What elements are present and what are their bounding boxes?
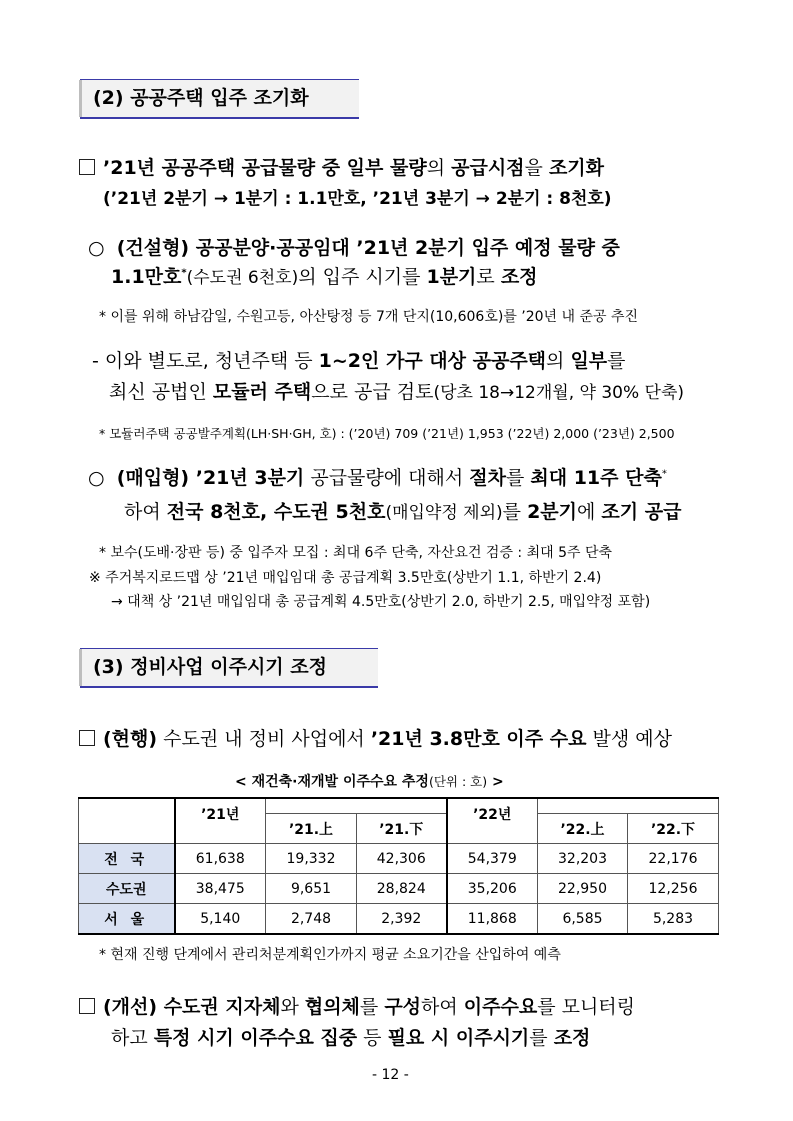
table-cell: 19,332 bbox=[266, 844, 357, 874]
row-label: 수도권 bbox=[79, 874, 175, 904]
table-cell: 11,868 bbox=[447, 904, 538, 935]
table-cell: 61,638 bbox=[175, 844, 266, 874]
table-cell: 6,585 bbox=[538, 904, 628, 935]
table-header-cell: ’22.上 bbox=[538, 814, 628, 844]
table-cell: 22,176 bbox=[628, 844, 719, 874]
footnote: * 모듈러주택 공공발주계획(LH·SH·GH, 호) : (’20년) 709 (’21년) 1,953 (’22년) 2,000 (’23년) 2,500 bbox=[99, 426, 675, 441]
section-header-2 bbox=[80, 79, 359, 119]
table-cell: 2,392 bbox=[357, 904, 447, 935]
table-cell: 28,824 bbox=[357, 874, 447, 904]
table-cell: 2,748 bbox=[266, 904, 357, 935]
table-header-cell: ’21.上 bbox=[266, 814, 357, 844]
row-label: 서 울 bbox=[79, 904, 175, 935]
footnote: * 현재 진행 단계에서 관리처분계획인가까지 평균 소요기간을 산입하여 예측 bbox=[99, 947, 561, 963]
circle-bullet-icon: ○ bbox=[88, 467, 105, 489]
page-number: - 12 - bbox=[372, 1067, 409, 1083]
checkbox-square-icon bbox=[79, 998, 95, 1014]
circle-item: ○ (매입형) ’21년 3분기 공급물량에 대해서 절차를 최대 11주 단축* bbox=[88, 467, 667, 489]
circle-item-line2: 하여 전국 8천호, 수도권 5천호(매입약정 제외)를 2분기에 조기 공급 bbox=[124, 501, 682, 523]
footnote: * 이를 위해 하남감일, 수원고등, 아산탕정 등 7개 단지(10,606호)를 ’20년 내 준공 추진 bbox=[99, 309, 639, 325]
circle-item: ○ (건설형) 공공분양·공공임대 ’21년 2분기 입주 예정 물량 중 bbox=[88, 237, 620, 259]
table-cell: 42,306 bbox=[357, 844, 447, 874]
table-header-cell: ’21.下 bbox=[357, 814, 447, 844]
reference-note: ※ 주거복지로드맵 상 ’21년 매입임대 총 공급계획 3.5만호(상반기 1.1, 하반기 2.4) bbox=[89, 570, 602, 586]
checkbox-square-icon bbox=[79, 730, 95, 746]
table-row bbox=[79, 844, 719, 874]
table-corner-cell bbox=[79, 798, 175, 844]
table-cell: 12,256 bbox=[628, 874, 719, 904]
table-header-spacer bbox=[266, 798, 447, 814]
bullet-paragraph: ’21년 공공주택 공급물량 중 일부 물량의 공급시점을 조기화 bbox=[79, 153, 604, 180]
bullet-paragraph: (개선) 수도권 지자체와 협의체를 구성하여 이주수요를 모니터링 bbox=[79, 992, 635, 1019]
table-cell: 35,206 bbox=[447, 874, 538, 904]
circle-item-line2: 1.1만호*(수도권 6천호)의 입주 시기를 1분기로 조정 bbox=[111, 266, 538, 288]
footnote: * 보수(도배·장판 등) 중 입주자 모집 : 최대 6주 단축, 자산요건 검증 : 최대 5주 단축 bbox=[99, 545, 613, 561]
bullet-paragraph-line2: 하고 특정 시기 이주수요 집중 등 필요 시 이주시기를 조정 bbox=[111, 1027, 591, 1049]
table-cell: 5,283 bbox=[628, 904, 719, 935]
bullet-paragraph: (현행) 수도권 내 정비 사업에서 ’21년 3.8만호 이주 수요 발생 예상 bbox=[79, 724, 672, 751]
table-caption: < 재건축·재개발 이주수요 추정(단위 : 호) > bbox=[235, 774, 504, 790]
table-header-cell: ’21년 bbox=[175, 798, 266, 844]
bullet-subline: (’21년 2분기 → 1분기 : 1.1만호, ’21년 3분기 → 2분기 : 8천호) bbox=[103, 189, 612, 209]
table-cell: 32,203 bbox=[538, 844, 628, 874]
table-row bbox=[79, 874, 719, 904]
section-title: (2) 공공주택 입주 조기화 bbox=[93, 87, 309, 109]
dash-item: - 이와 별도로, 청년주택 등 1~2인 가구 대상 공공주택의 일부를 bbox=[92, 350, 626, 372]
migration-demand-table bbox=[78, 797, 719, 935]
table-cell: 54,379 bbox=[447, 844, 538, 874]
circle-bullet-icon: ○ bbox=[88, 237, 105, 259]
dash-item-line2: 최신 공법인 모듈러 주택으로 공급 검토(당초 18→12개월, 약 30% 단축) bbox=[109, 381, 684, 403]
checkbox-square-icon bbox=[79, 159, 95, 175]
table-header-cell: ’22.下 bbox=[628, 814, 719, 844]
table-row bbox=[79, 904, 719, 935]
table-cell: 5,140 bbox=[175, 904, 266, 935]
row-label: 전 국 bbox=[79, 844, 175, 874]
reference-note: → 대책 상 ’21년 매입임대 총 공급계획 4.5만호(상반기 2.0, 하반기 2.5, 매입약정 포함) bbox=[111, 594, 651, 610]
section-title: (3) 정비사업 이주시기 조정 bbox=[93, 656, 327, 678]
table-header-spacer bbox=[538, 798, 719, 814]
table-cell: 22,950 bbox=[538, 874, 628, 904]
table-cell: 38,475 bbox=[175, 874, 266, 904]
section-header-3 bbox=[80, 648, 378, 688]
table-cell: 9,651 bbox=[266, 874, 357, 904]
table-header-cell: ’22년 bbox=[447, 798, 538, 844]
